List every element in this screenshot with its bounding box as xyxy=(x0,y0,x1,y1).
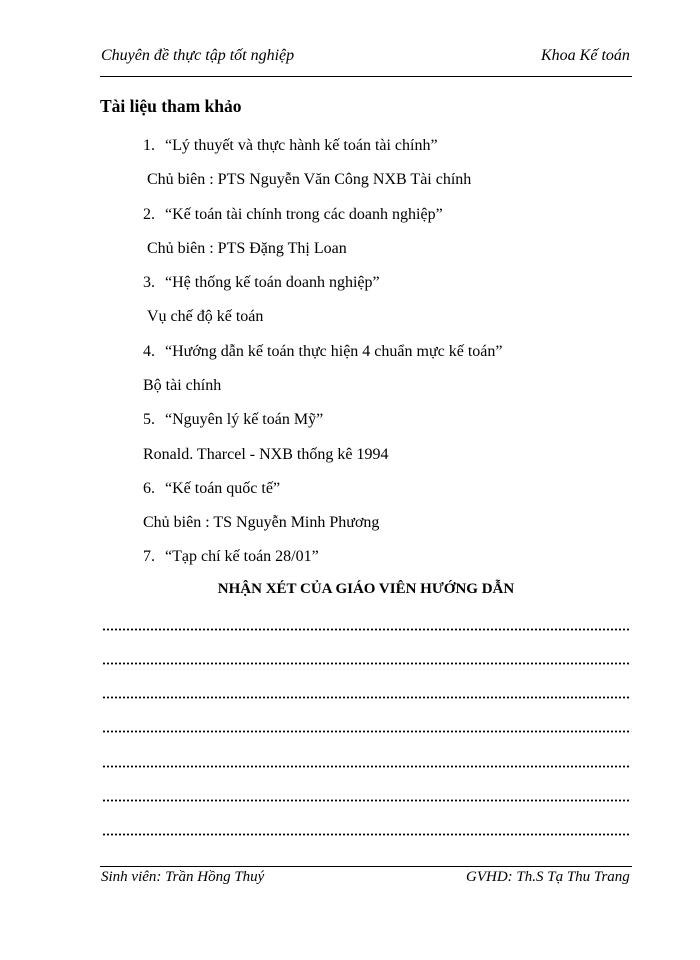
reference-5-title: 5. “Nguyên lý kế toán Mỹ” xyxy=(143,411,324,428)
reference-5-detail: Ronald. Tharcel - NXB thống kê 1994 xyxy=(143,446,389,463)
review-heading: NHẬN XÉT CỦA GIÁO VIÊN HƯỚNG DẪN xyxy=(217,581,515,597)
reference-6-title: 6. “Kế toán quốc tế” xyxy=(143,480,281,497)
comment-blank-line xyxy=(102,628,629,631)
comment-blank-line xyxy=(102,730,629,733)
reference-4-detail: Bộ tài chính xyxy=(143,377,222,394)
comment-blank-line xyxy=(102,799,629,802)
reference-6-detail: Chủ biên : TS Nguyễn Minh Phương xyxy=(143,514,380,531)
reference-2-title: 2. “Kế toán tài chính trong các doanh nghiệp” xyxy=(143,206,443,223)
footer-rule xyxy=(100,866,632,867)
comment-blank-line xyxy=(102,833,629,836)
footer-student: Sinh viên: Trần Hồng Thuý xyxy=(101,869,265,885)
reference-3-detail: Vụ chế độ kế toán xyxy=(147,308,264,325)
references-heading: Tài liệu tham khảo xyxy=(100,96,242,116)
reference-1-detail: Chủ biên : PTS Nguyễn Văn Công NXB Tài chính xyxy=(147,171,472,188)
comment-blank-line xyxy=(102,662,629,665)
header-rule xyxy=(100,76,632,77)
comment-blank-line xyxy=(102,696,629,699)
comment-blank-line xyxy=(102,765,629,768)
footer-supervisor: GVHD: Th.S Tạ Thu Trang xyxy=(466,869,630,885)
reference-2-detail: Chủ biên : PTS Đặng Thị Loan xyxy=(147,240,347,257)
reference-4-title: 4. “Hướng dẫn kế toán thực hiện 4 chuẩn mực kế toán” xyxy=(143,343,503,360)
reference-7-title: 7. “Tạp chí kế toán 28/01” xyxy=(143,548,319,565)
header-left-text: Chuyên đề thực tập tốt nghiệp xyxy=(101,47,295,64)
reference-3-title: 3. “Hệ thống kế toán doanh nghiệp” xyxy=(143,274,380,291)
header-right-text: Khoa Kế toán xyxy=(541,47,630,64)
reference-1-title: 1. “Lý thuyết và thực hành kế toán tài chính” xyxy=(143,137,438,154)
